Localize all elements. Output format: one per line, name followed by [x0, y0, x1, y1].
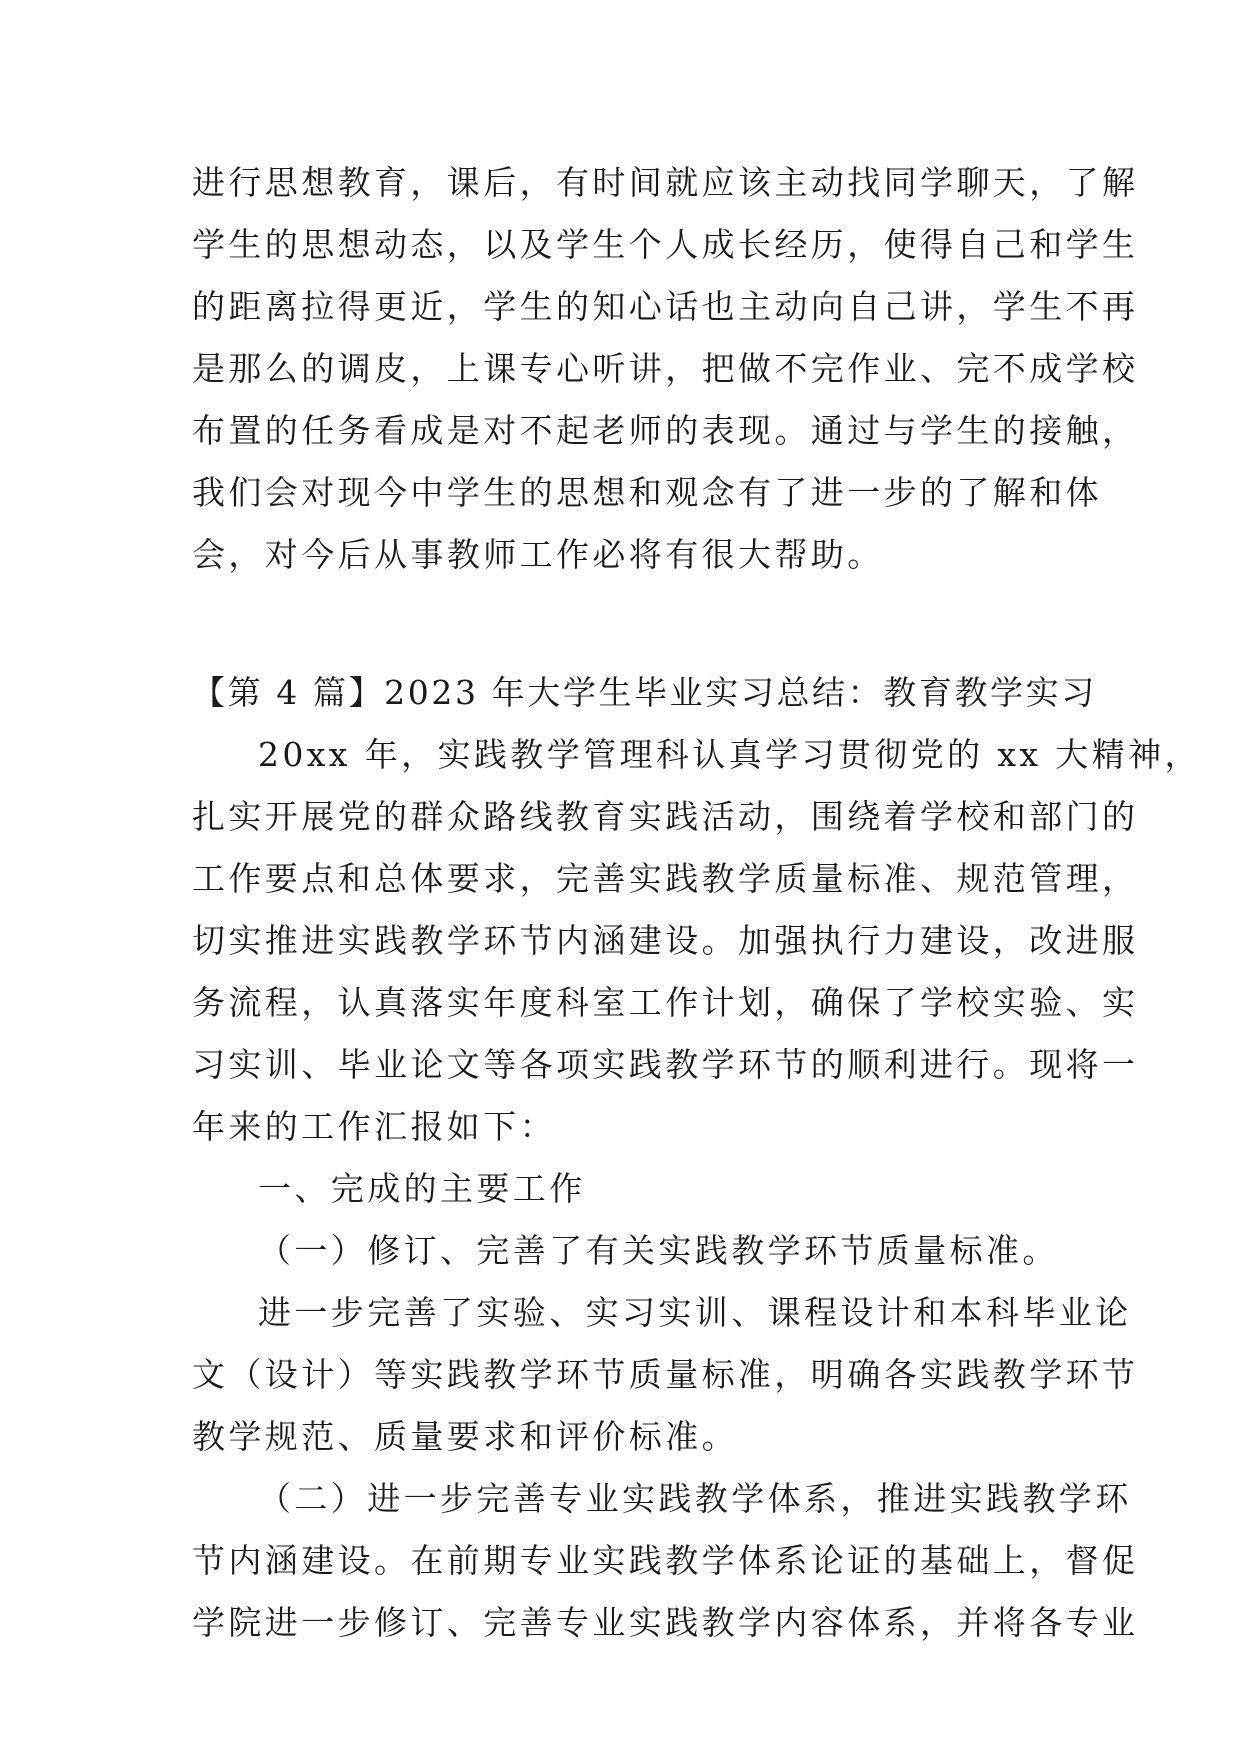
text-line: 务流程，认真落实年度科室工作计划，确保了学校实验、实 — [192, 983, 1139, 1022]
item-one-paragraph — [192, 1282, 1139, 1468]
text-line: 是那么的调皮，上课专心听讲，把做不完作业、完不成学校 — [192, 349, 1139, 388]
paragraph-continued — [192, 152, 1139, 586]
text-line: 切实推进实践教学环节内涵建设。加强执行力建设，改进服 — [192, 921, 1139, 960]
text-line: 会，对今后从事教师工作必将有很大帮助。 — [192, 535, 884, 574]
text-line: （二）进一步完善专业实践教学体系，推进实践教学环 — [258, 1479, 1132, 1518]
text-line: 布置的任务看成是对不起老师的表现。通过与学生的接触， — [192, 411, 1139, 450]
text-line: 文（设计）等实践教学环节质量标准，明确各实践教学环节 — [192, 1355, 1139, 1394]
subsection-title: 一、完成的主要工作 — [258, 1169, 586, 1208]
text-line: 我们会对现今中学生的思想和观念有了进一步的了解和体 — [192, 473, 1102, 512]
text-line: 学生的思想动态，以及学生个人成长经历，使得自己和学生 — [192, 225, 1139, 264]
paragraph-gap — [192, 586, 1072, 662]
text-line: 年来的工作汇报如下： — [192, 1107, 556, 1146]
text-line: 节内涵建设。在前期专业实践教学体系论证的基础上，督促 — [192, 1541, 1139, 1580]
text-line: 进行思想教育，课后，有时间就应该主动找同学聊天，了解 — [192, 163, 1139, 202]
text-line: 20xx 年，实践教学管理科认真学习贯彻党的 xx 大精神， — [258, 735, 1201, 774]
text-line: 教学规范、质量要求和评价标准。 — [192, 1417, 738, 1456]
text-line: 扎实开展党的群众路线教育实践活动，围绕着学校和部门的 — [192, 797, 1139, 836]
document-body — [192, 152, 1201, 1654]
text-line: 进一步完善了实验、实习实训、课程设计和本科毕业论 — [258, 1293, 1132, 1332]
item-two-paragraph — [192, 1468, 1139, 1654]
text-line: 学院进一步修订、完善专业实践教学内容体系，并将各专业 — [192, 1603, 1139, 1642]
section-heading: 【第 4 篇】2023 年大学生毕业实习总结：教育教学实习 — [192, 673, 1097, 712]
text-line: 的距离拉得更近，学生的知心话也主动向自己讲，学生不再 — [192, 287, 1139, 326]
text-line: 习实训、毕业论文等各项实践教学环节的顺利进行。现将一 — [192, 1045, 1139, 1084]
item-title: （一）修订、完善了有关实践教学环节质量标准。 — [258, 1231, 1059, 1270]
intro-paragraph — [192, 724, 1201, 1158]
text-line: 工作要点和总体要求，完善实践教学质量标准、规范管理， — [192, 859, 1139, 898]
